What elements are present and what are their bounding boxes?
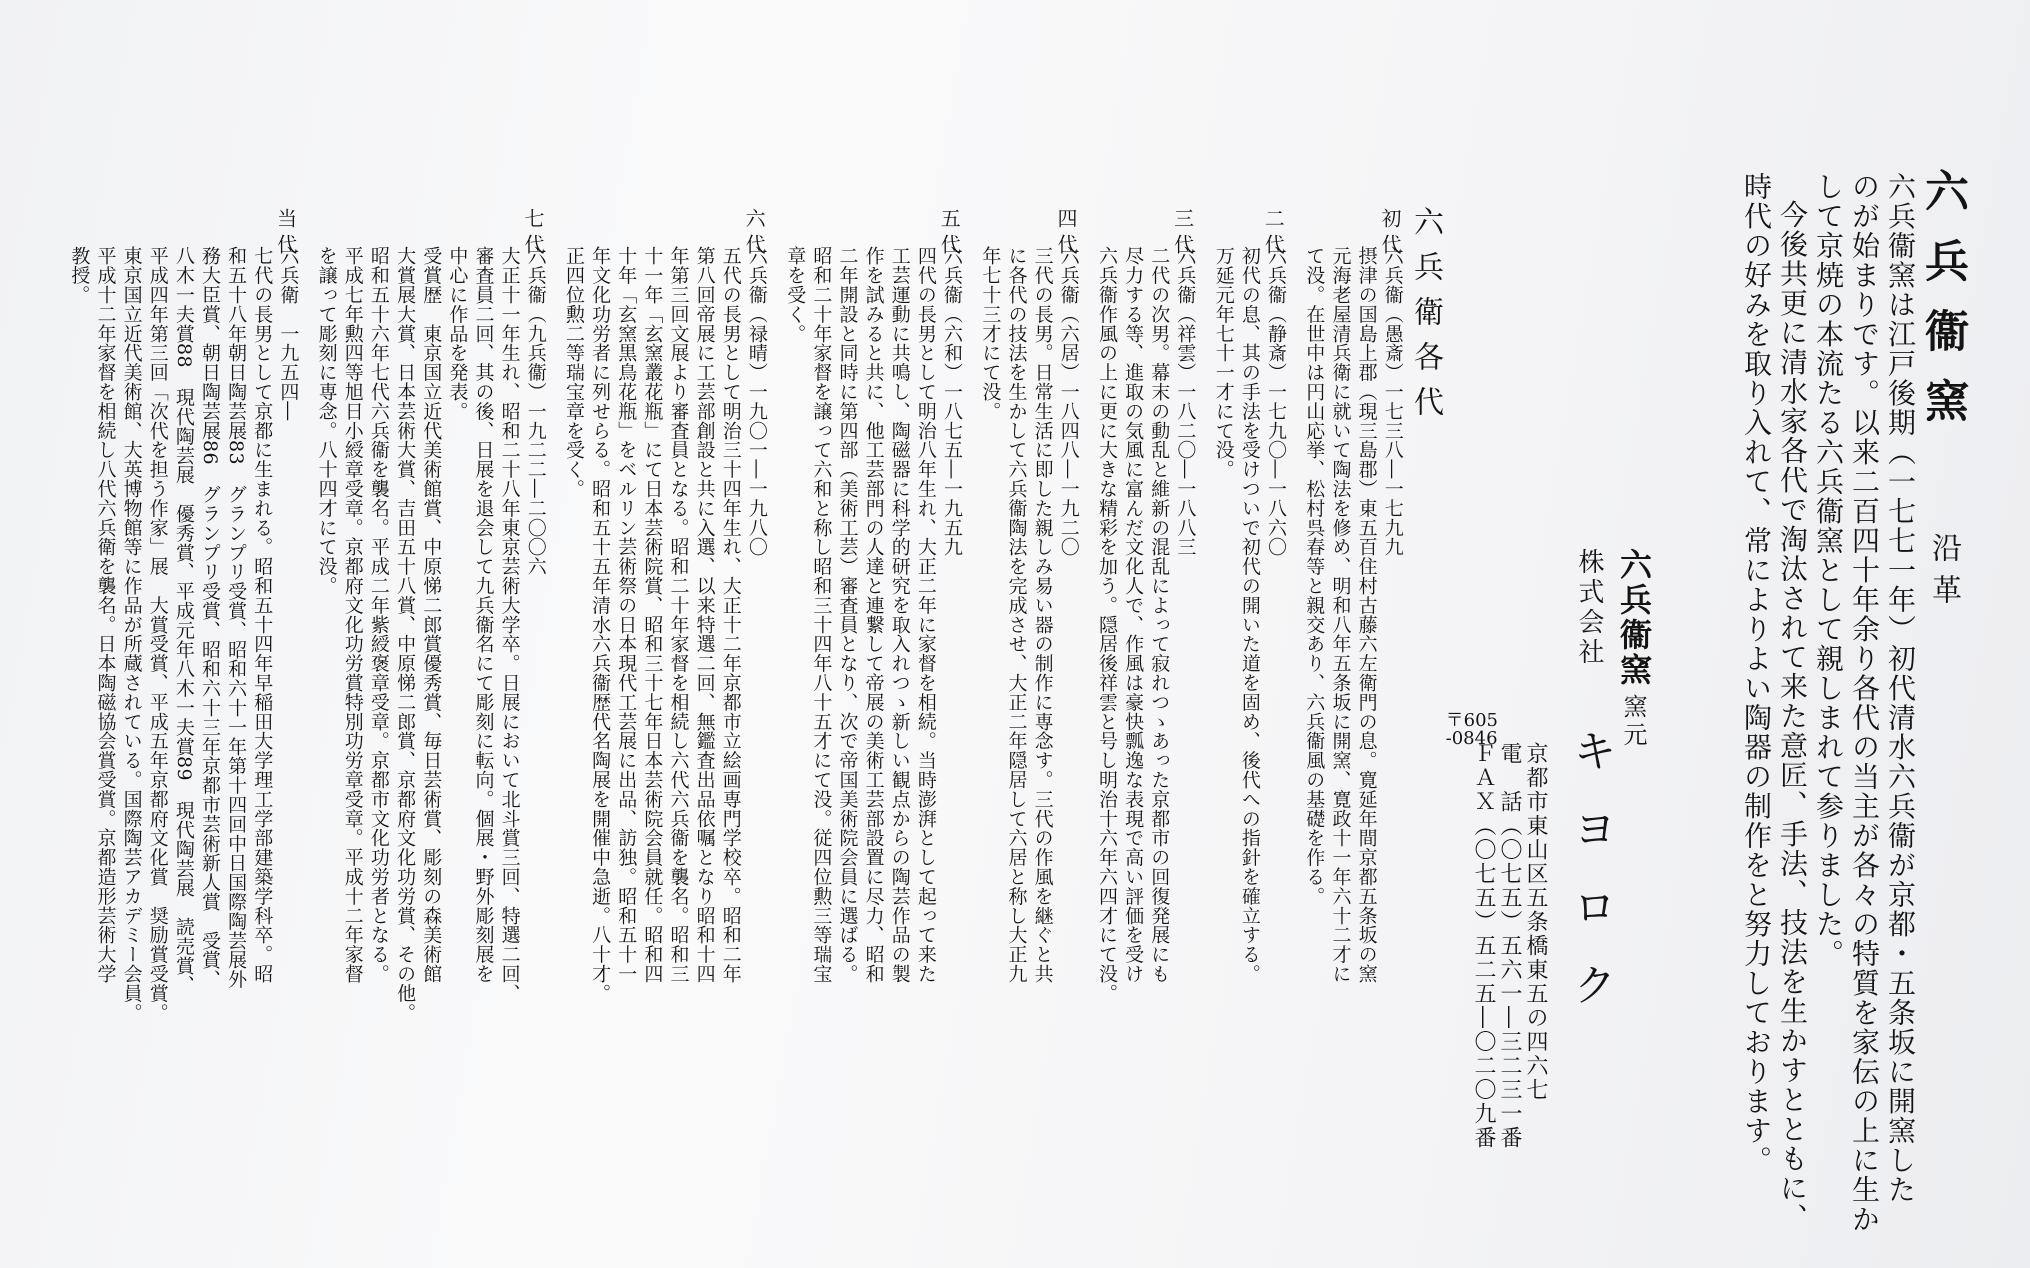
- generation-line: 中心に作品を発表。: [446, 246, 469, 421]
- generation-line: 和五十八年朝日陶芸展83 グランプリ受賞、昭和六十一年第十四回中日国際陶芸展外: [225, 246, 248, 989]
- generation-line: 審査員二回、其の後、日展を退会して九兵衞名にて彫刻に転向。個展・野外彫刻展を: [472, 246, 495, 984]
- generation-line: 受賞歴 東京国立近代美術館賞、中原悌二郎賞優秀賞、毎日芸術賞、彫刻の森美術館: [420, 246, 443, 984]
- generation-line: 初代の息、其の手法を受けついで初代の開いた道を固め、後代への指針を確立する。: [1238, 246, 1261, 984]
- postal-mark: 〒605: [1445, 710, 1498, 731]
- generation-line: 作を試みると共に、他工芸部門の人達と連繋して帝展の美術工芸部設置に尽力、昭和: [862, 246, 885, 984]
- generation-line: 工芸運動に共鳴し、陶磁器に科学的研究を取入れつゝ新しい観点からの陶芸作品の製: [888, 246, 911, 984]
- generation-line: て没。在世中は円山応挙、松村呉春等と親交あり、六兵衞風の基礎を作る。: [1303, 246, 1326, 906]
- generation-line: 昭和二十年家督を譲って六和と称し昭和三十四年八十五才にて没。従四位勲三等瑞宝: [810, 246, 833, 984]
- generation-line: 六兵衞（九兵衞）一九二二―二〇〇六: [524, 246, 547, 576]
- generation-line: 六兵衞（禄晴）一九〇一―一九八〇: [745, 246, 768, 557]
- generation-label: 当代: [273, 208, 298, 260]
- generation-line: 六兵衛 一九五四―: [277, 246, 300, 421]
- generation-line: 六兵衞（祥雲）一八二〇―一八八三: [1174, 246, 1197, 557]
- company-address: 京都市東山区五条橋東五の四六七: [1523, 742, 1548, 1102]
- generation-label: 四代: [1053, 208, 1078, 260]
- generation-line: 十年「玄窯黒鳥花瓶」をベルリン芸術祭の日本現代工芸展に出品、訪独。昭和五十一: [615, 246, 638, 984]
- company-prefix: 株式会社: [1574, 548, 1604, 668]
- generation-line: 六兵衞（静斎）一七九〇―一八六〇: [1264, 246, 1287, 557]
- company-tel: 電 話（〇七五）五六一―三二三一番: [1497, 742, 1522, 1150]
- intro-line: のが始まりです。以来二百四十年余り各代の当主が各々の特質を家伝の上に生か: [1848, 172, 1881, 1234]
- generation-line: 務大臣賞、朝日陶芸展86 グランプリ受賞、昭和六十三年京都市芸術新人賞 受賞、: [198, 246, 221, 989]
- generation-label: 二代: [1261, 208, 1286, 260]
- generation-line: 平成十二年家督を相続し八代六兵衛を襲名。日本陶磁協会賞受賞。京都造形芸術大学: [94, 246, 117, 984]
- intro-line: して京焼の本流たる六兵衞窯として親しまれて参りました。: [1812, 172, 1845, 969]
- postal-number: -0846: [1445, 728, 1498, 749]
- generation-line: 第八回帝展に工芸部創設と共に入選、以来特選二回、無鑑査出品依嘱となり昭和十四: [693, 246, 716, 984]
- generation-line: 章を受く。: [784, 246, 807, 343]
- generation-line: 二代の次男。幕末の動乱と維新の混乱によって寂れつゝあった京都市の回復発展にも: [1148, 246, 1171, 984]
- generation-line: 五代の長男として明治三十四年生れ、大正十二年京都市立絵画専門学校卒。昭和二年: [719, 246, 742, 984]
- generation-line: 四代の長男として明治八年生れ、大正二年に家督を相続。当時澎湃として起って来た: [914, 246, 937, 984]
- generation-line: 正四位勲二等瑞宝章を受く。: [563, 246, 586, 499]
- generation-line: 平成四年第三回「次代を担う作家」展 大賞受賞、平成五年京都府文化賞 奨励賞受賞。: [146, 246, 169, 1022]
- generation-label: 七代: [520, 208, 545, 260]
- generation-label: 三代: [1170, 208, 1195, 260]
- generation-label: 六代: [742, 208, 767, 260]
- page-subtitle: 沿革: [1926, 532, 1961, 616]
- generation-line: 年第三回文展より審査員となる。昭和二十年家督を相続し六代六兵衞を襲名。昭和三: [667, 246, 690, 984]
- company-name: 六兵衞窯: [1615, 548, 1653, 688]
- generation-line: 六兵衞作風の上に更に大きな精彩を加う。隠居後祥雲と号し明治十六年六四才にて没。: [1096, 246, 1119, 1003]
- generation-line: 二年開設と同時に第四部（美術工芸）審査員となり、次で帝国美術院会員に選ばる。: [836, 246, 859, 984]
- generation-line: 摂津の国島上郡（現三島郡）東五百住村古藤六左衛門の息。寛延年間京都五条坂の窯: [1355, 246, 1378, 984]
- generation-line: 十一年「玄窯叢花瓶」にて日本芸術院賞、昭和三十七年日本芸術院会員就任。昭和四: [641, 246, 664, 984]
- generation-line: 教授。: [68, 246, 91, 305]
- generation-line: に各代の技法を生かして六兵衞陶法を完成させ、大正二年隠居して六居と称し大正九: [1005, 246, 1028, 984]
- generation-line: 六兵衞（愚斎）一七三八―一七九九: [1381, 246, 1404, 557]
- company-role: 窯元: [1619, 694, 1647, 750]
- intro-line: 六兵衞窯は江戸後期（一七七一年）初代清水六兵衞が京都・五条坂に開窯した: [1884, 172, 1917, 1205]
- generation-line: 東京国立近代美術館、大英博物館等に作品が所蔵されている。国際陶芸アカデミー会員。: [120, 246, 143, 1022]
- intro-line: 時代の好みを取り入れて、常によりよい陶器の制作をと努力しております。: [1740, 172, 1773, 1175]
- page-title: 六兵衞窯: [1917, 168, 1968, 448]
- generation-line: 大正十一年生れ、昭和二十八年東京芸術大学卒。日展において北斗賞三回、特選二回、: [498, 246, 521, 1003]
- generation-line: 年七十三才にて没。: [979, 246, 1002, 421]
- generation-line: 元海老屋清兵衛に就いて陶法を修め、明和八年五条坂に開窯、寛政十一年六十二才に: [1329, 246, 1352, 984]
- generation-line: 八木一夫賞88 現代陶芸展 優秀賞、平成元年八木一夫賞89 現代陶芸展 読売賞、: [172, 246, 195, 995]
- generation-line: 大賞展大賞、日本芸術大賞、吉田五十八賞、中原悌二郎賞、京都府文化功労賞、その他。: [394, 246, 417, 1022]
- generation-line: 三代の長男。日常生活に即した親しみ易い器の制作に専念す。三代の作風を継ぐと共: [1031, 246, 1054, 984]
- generation-label: 初代: [1377, 208, 1402, 260]
- generation-line: 七代の長男として京都に生まれる。昭和五十四年早稲田大学理工学部建築学科卒。昭: [251, 246, 274, 984]
- generation-line: 尽力する等、進取の気風に富んだ文化人で、作風は豪快瓢逸な表現で高い評価を受け: [1122, 246, 1145, 984]
- generations-heading: 六兵衛各代: [1408, 206, 1443, 431]
- generation-line: 六兵衞（六居）一八四八―一九二〇: [1057, 246, 1080, 557]
- intro-line: 今後共更に清水家各代で淘汰されて来た意匠、手法、技法を生かすとともに、: [1776, 200, 1809, 1233]
- generation-line: 平成七年勲四等旭日小綬章受章。京都府文化功労賞特別功労章受章。平成十二年家督: [341, 246, 364, 984]
- company-katakana: キヨロク: [1565, 728, 1616, 1040]
- company-fax: ＦＡＸ（〇七五）五二五―〇二〇九番: [1471, 742, 1496, 1150]
- generation-line: 年文化功労者に列せらる。昭和五十五年清水六兵衞歴代名陶展を開催中急逝。八十才。: [589, 246, 612, 1003]
- generation-label: 五代: [937, 208, 962, 260]
- generation-line: を譲って彫刻に専念。八十四才にて没。: [315, 246, 338, 596]
- generation-line: 昭和五十六年七代六兵衞を襲名。平成二年紫綬褒章受章。京都市文化功労者となる。: [367, 246, 390, 984]
- generation-line: 六兵衞（六和）一八七五―一九五九: [941, 246, 963, 557]
- generation-line: 万延元年七十一才にて没。: [1212, 246, 1235, 479]
